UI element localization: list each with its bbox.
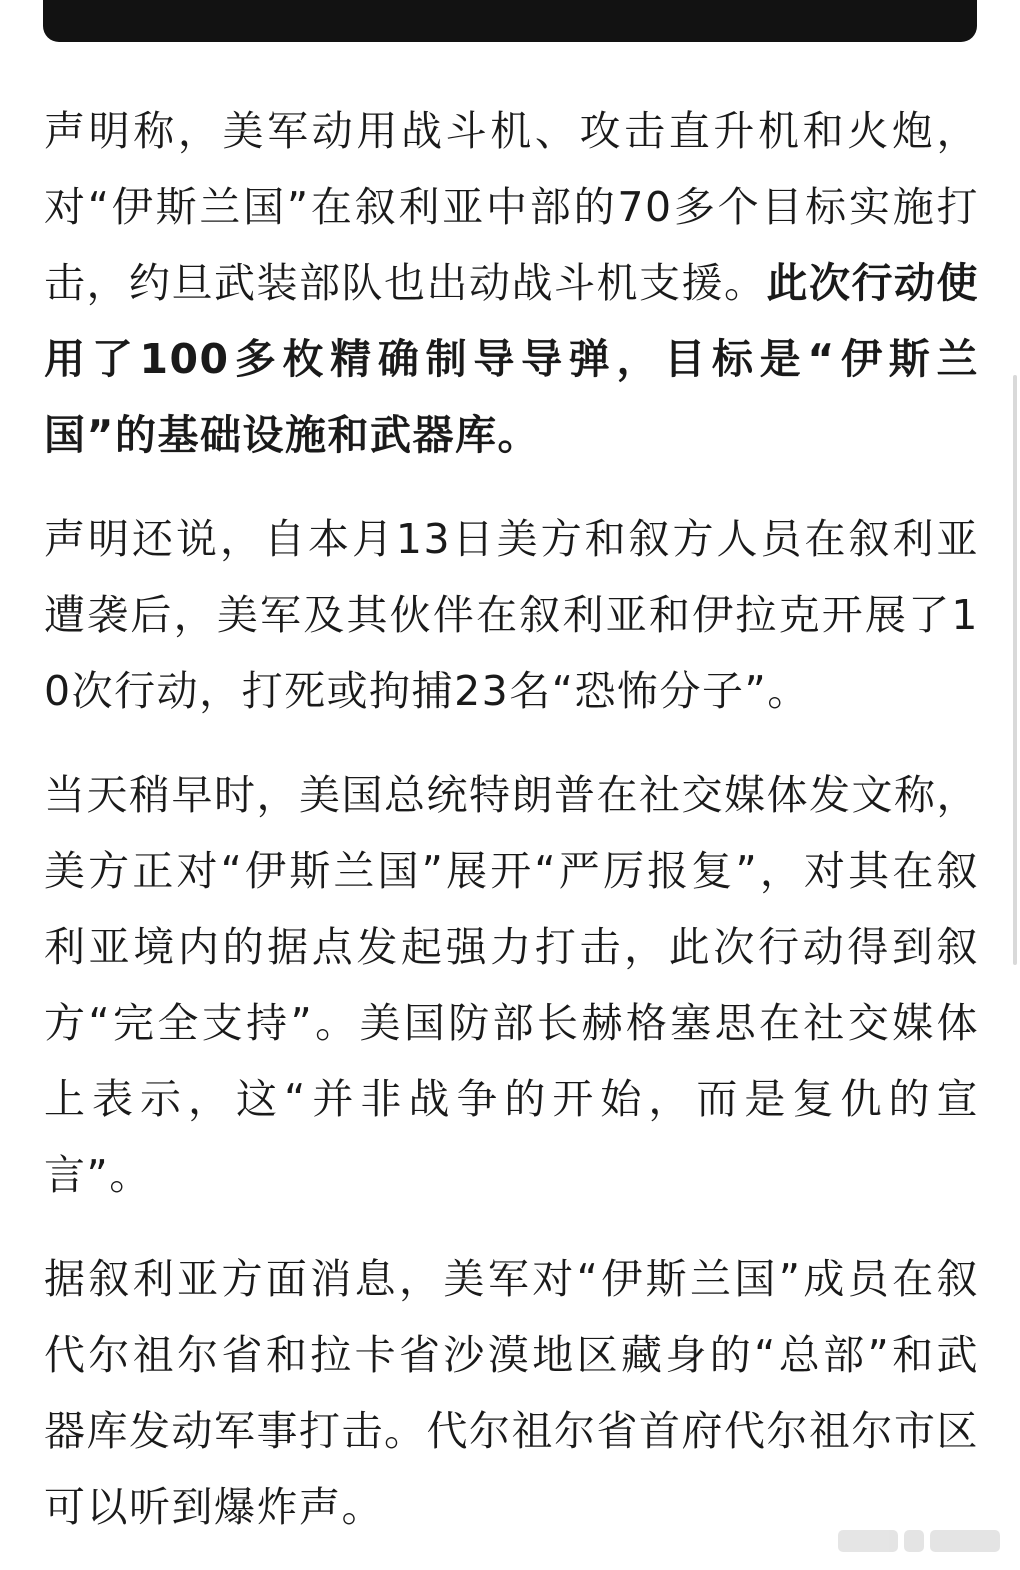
watermark-mark (930, 1530, 1000, 1552)
paragraph-3: 当天稍早时，美国总统特朗普在社交媒体发文称，美方正对“伊斯兰国”展开“严厉报复”，对其在叙利亚境内的据点发起强力打击，此次行动得到叙方“完全支持”。美国防部长赫格塞思在社交媒体上表示，这“并非战争的开始，而是复仇的宣言”。 (44, 771, 979, 1199)
scrollbar[interactable] (1013, 375, 1017, 965)
media-embed[interactable] (43, 0, 977, 42)
paragraph-2: 声明还说，自本月13日美方和叙方人员在叙利亚遭袭后，美军及其伙伴在叙利亚和伊拉克开展了10次行动，打死或拘捕23名“恐怖分子”。 (44, 515, 979, 715)
paragraph-1 (44, 93, 979, 473)
watermark-logo (824, 1526, 1000, 1556)
article-body (44, 93, 979, 1545)
watermark-mark (904, 1530, 924, 1552)
paragraph-4: 据叙利亚方面消息，美军对“伊斯兰国”成员在叙代尔祖尔省和拉卡省沙漠地区藏身的“总部”和武器库发动军事打击。代尔祖尔省首府代尔祖尔市区可以听到爆炸声。 (44, 1255, 979, 1531)
paragraph-1-text: 声明称，美军动用战斗机、攻击直升机和火炮，对“伊斯兰国”在叙利亚中部的70多个目标实施打击，约旦武装部队也出动战斗机支援。 (44, 107, 979, 307)
paragraph-1-bold-text: 此次行动使用了100多枚精确制导导弹，目标是“伊斯兰国”的基础设施和武器库。 (44, 259, 979, 459)
watermark-mark (838, 1530, 898, 1552)
